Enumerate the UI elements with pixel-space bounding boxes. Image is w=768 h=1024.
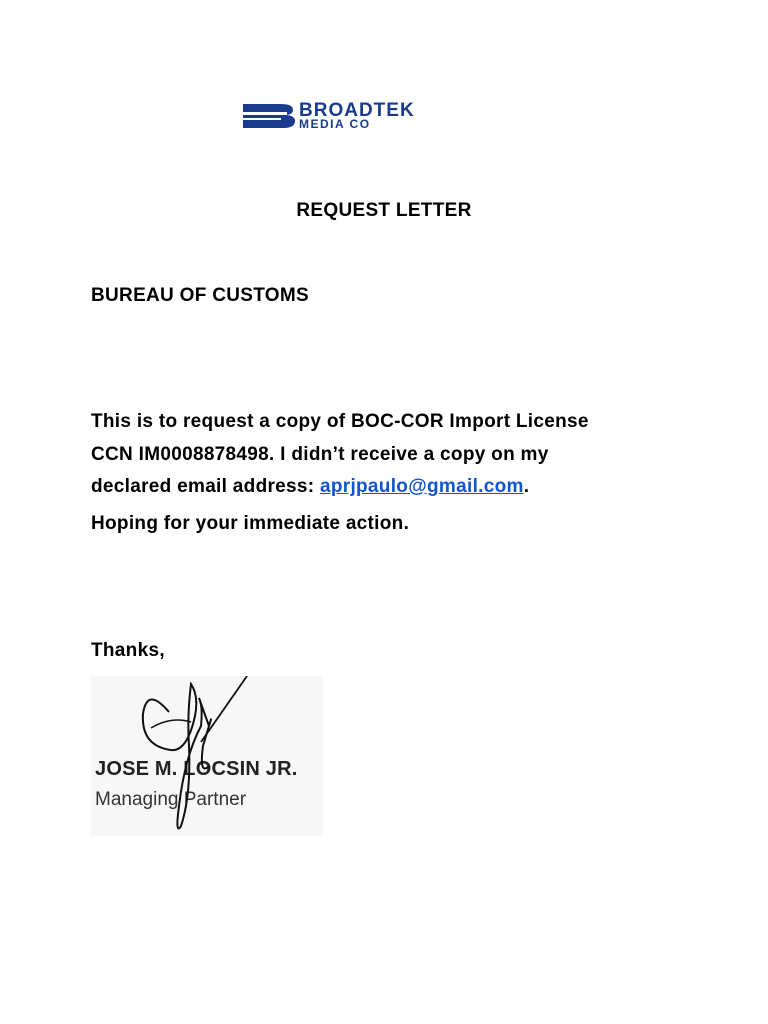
body-line-3	[91, 471, 691, 504]
body-paragraph	[91, 406, 691, 504]
logo-sub-text: MEDIA CO	[299, 117, 371, 130]
logo-main-text: BROADTEK	[299, 100, 415, 121]
signature-block	[91, 676, 323, 836]
body-line-3-suffix: .	[523, 476, 530, 497]
company-logo	[243, 98, 525, 130]
letter-title: REQUEST LETTER	[296, 200, 472, 221]
body-line-1: This is to request a copy of BOC-COR Import License	[91, 411, 589, 432]
recipient: BUREAU OF CUSTOMS	[91, 285, 309, 306]
body-line-3-prefix: declared email address:	[91, 476, 320, 497]
email-link[interactable]: aprjpaulo@gmail.com	[319, 476, 524, 497]
thanks-text: Thanks,	[91, 640, 165, 661]
body-line-2: CCN IM0008878498. I didn’t receive a copy on my	[91, 443, 549, 465]
signatory-name: JOSE M. LOCSIN JR.	[95, 758, 298, 780]
handwritten-signature	[91, 676, 323, 836]
closing-line: Hoping for your immediate action.	[91, 513, 410, 534]
signatory-role: Managing Partner	[95, 789, 247, 810]
